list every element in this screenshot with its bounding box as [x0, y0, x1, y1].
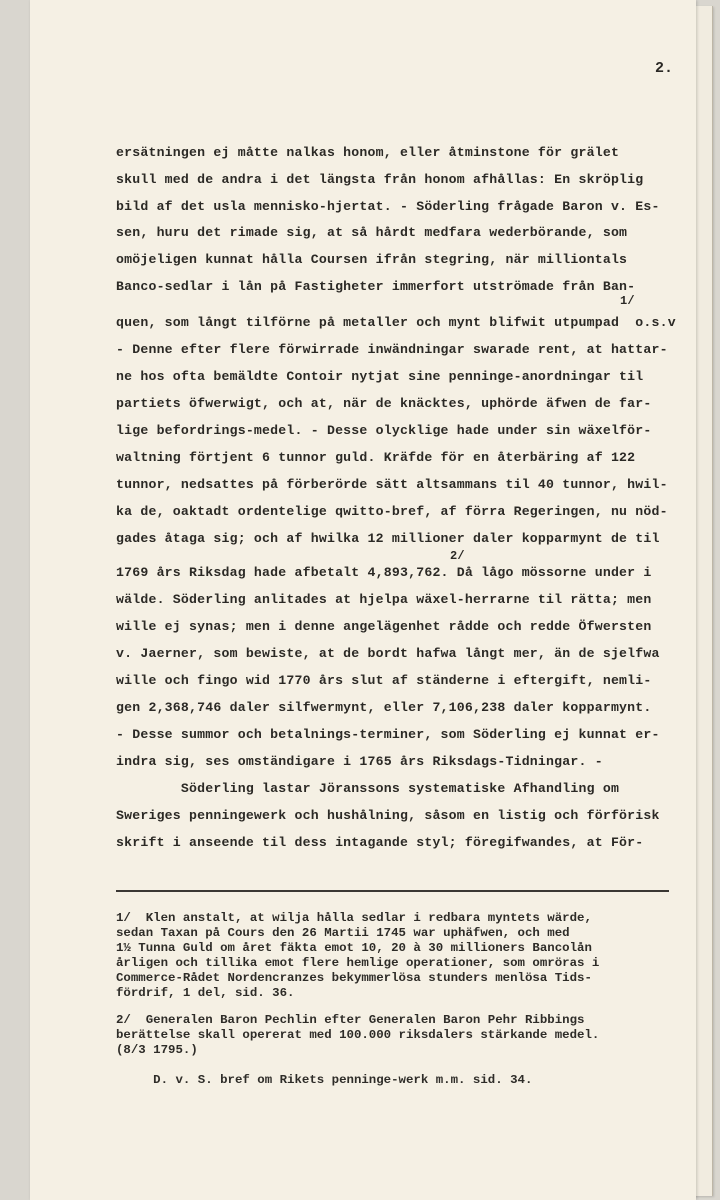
body-line: 1769 års Riksdag hade afbetalt 4,893,762. Då lågo mössorne under i — [116, 565, 652, 580]
body-line: bild af det usla mennisko-hjertat. - Söderling frågade Baron v. Es- — [116, 198, 660, 214]
body-line: waltning förtjent 6 tunnor guld. Kräfde för en återbäring af 122 — [116, 450, 636, 465]
body-line: quen, som långt tilförne på metaller och mynt blifwit utpumpad o.s.v — [116, 315, 676, 330]
body-line: partiets öfwerwigt, och at, när de knäcktes, uphörde äfwen de far- — [116, 396, 652, 411]
footnote-marker: 1/ — [620, 294, 635, 308]
footnote-line: fördrif, 1 del, sid. 36. — [116, 986, 295, 1000]
footnote-line: (8/3 1795.) — [116, 1043, 198, 1057]
footnote-line: 1/ Klen anstalt, at wilja hålla sedlar i redbara myntets wärde, — [116, 911, 592, 925]
body-line: ne hos ofta bemäldte Contoir nytjat sine penninge-anordningar til — [116, 369, 644, 384]
body-line: ka de, oaktadt ordentelige qwitto-bref, af förra Regeringen, nu nöd- — [116, 504, 668, 519]
body-line: Sweriges penningewerk och hushålning, såsom en listig och förförisk — [116, 808, 660, 823]
body-line: - Denne efter flere förwirrade inwändningar swarade rent, at hattar- — [116, 342, 668, 357]
body-line: lige befordrings-medel. - Desse olycklige hade under sin wäxelför- — [116, 423, 652, 438]
body-line: wälde. Söderling anlitades at hjelpa wäxel-herrarne til rätta; men — [116, 592, 652, 607]
footnote-line: sedan Taxan på Cours den 26 Martii 1745 war uphäfwen, och med — [116, 926, 570, 940]
body-line: - Desse summor och betalnings-terminer, som Söderling ej kunnat er- — [116, 727, 660, 742]
body-line: ersätningen ej måtte nalkas honom, eller åtminstone för grälet — [116, 145, 620, 160]
body-line: Banco-sedlar i lån på Fastigheter immerfort utströmade från Ban- — [116, 279, 636, 294]
body-line: skull med de andra i det längsta från honom afhållas: En skröplig — [116, 171, 644, 187]
body-line: gen 2,368,746 daler silfwermynt, eller 7,106,238 daler kopparmynt. — [116, 700, 652, 715]
footnote-line: D. v. S. bref om Rikets penninge-werk m.m. sid. 34. — [116, 1073, 533, 1087]
page-number: 2. — [655, 60, 674, 77]
body-line: Söderling lastar Jöranssons systematiske Afhandling om — [116, 781, 620, 796]
footnote-line: årligen och tillika emot flere hemlige operationer, som omröras i — [116, 956, 600, 970]
body-line: indra sig, ses omständigare i 1765 års Riksdags-Tidningar. - — [116, 754, 603, 769]
footnote-line: 1½ Tunna Guld om året fäkta emot 10, 20 à 30 millioners Bancolån — [116, 941, 592, 955]
footnote-line: Commerce-Rådet Nordencranzes bekymmerlösa stunders menlösa Tids- — [116, 971, 592, 985]
body-line: wille ej synas; men i denne angelägenhet rådde och redde Öfwersten — [116, 619, 652, 634]
footnote-marker: 2/ — [450, 549, 465, 563]
body-line: skrift i anseende til dess intagande styl; föregifwandes, at För- — [116, 835, 644, 850]
footnote-line: berättelse skall opererat med 100.000 riksdalers stärkande medel. — [116, 1028, 600, 1042]
body-line: v. Jaerner, som bewiste, at de bordt hafwa långt mer, än de sjelfwa — [116, 646, 660, 661]
body-line: omöjeligen kunnat hålla Coursen ifrån stegring, när milliontals — [116, 252, 628, 268]
footnote-divider — [116, 890, 669, 892]
footnote-line: 2/ Generalen Baron Pechlin efter Generalen Baron Pehr Ribbings — [116, 1013, 585, 1027]
body-line: sen, huru det rimade sig, at så hårdt medfara wederbörande, som — [116, 225, 628, 241]
body-line: wille och fingo wid 1770 års slut af ständerne i eftergift, nemli- — [116, 673, 652, 688]
body-line: tunnor, nedsattes på förberörde sätt altsammans til 40 tunnor, hwil- — [116, 477, 668, 492]
body-line: gades åtaga sig; och af hwilka 12 millioner daler kopparmynt de til — [116, 531, 660, 546]
